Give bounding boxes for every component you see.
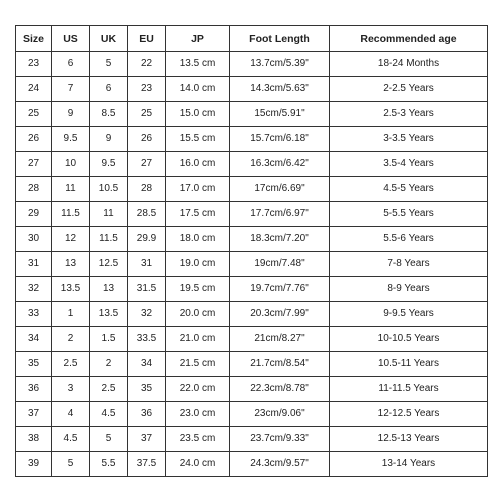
cell-foot-length: 20.3cm/7.99" (230, 302, 330, 327)
table-row (16, 177, 488, 202)
cell-recommended-age: 8-9 Years (330, 277, 488, 302)
cell-eu: 28 (128, 177, 166, 202)
cell-us: 2 (52, 327, 90, 352)
table-row (16, 77, 488, 102)
cell-us: 10 (52, 152, 90, 177)
cell-size: 23 (16, 52, 52, 77)
cell-uk: 1.5 (90, 327, 128, 352)
cell-size: 39 (16, 452, 52, 477)
cell-recommended-age: 11-11.5 Years (330, 377, 488, 402)
cell-size: 30 (16, 227, 52, 252)
header-eu: EU (128, 26, 166, 52)
cell-eu: 26 (128, 127, 166, 152)
cell-us: 13 (52, 252, 90, 277)
cell-uk: 12.5 (90, 252, 128, 277)
cell-uk: 8.5 (90, 102, 128, 127)
cell-uk: 13.5 (90, 302, 128, 327)
cell-eu: 37.5 (128, 452, 166, 477)
cell-us: 3 (52, 377, 90, 402)
cell-eu: 35 (128, 377, 166, 402)
cell-uk: 11.5 (90, 227, 128, 252)
cell-jp: 17.0 cm (166, 177, 230, 202)
cell-uk: 9.5 (90, 152, 128, 177)
cell-us: 13.5 (52, 277, 90, 302)
cell-eu: 33.5 (128, 327, 166, 352)
cell-jp: 13.5 cm (166, 52, 230, 77)
cell-eu: 34 (128, 352, 166, 377)
cell-uk: 13 (90, 277, 128, 302)
table-row (16, 227, 488, 252)
size-chart-table (15, 25, 488, 477)
cell-size: 26 (16, 127, 52, 152)
cell-us: 11 (52, 177, 90, 202)
cell-recommended-age: 2.5-3 Years (330, 102, 488, 127)
header-foot-length: Foot Length (230, 26, 330, 52)
cell-foot-length: 13.7cm/5.39" (230, 52, 330, 77)
cell-eu: 22 (128, 52, 166, 77)
cell-uk: 9 (90, 127, 128, 152)
cell-foot-length: 18.3cm/7.20" (230, 227, 330, 252)
header-size: Size (16, 26, 52, 52)
cell-foot-length: 21.7cm/8.54" (230, 352, 330, 377)
table-row (16, 152, 488, 177)
cell-recommended-age: 4.5-5 Years (330, 177, 488, 202)
cell-foot-length: 15cm/5.91" (230, 102, 330, 127)
cell-jp: 23.5 cm (166, 427, 230, 452)
cell-uk: 5 (90, 427, 128, 452)
cell-size: 24 (16, 77, 52, 102)
cell-recommended-age: 9-9.5 Years (330, 302, 488, 327)
cell-eu: 31 (128, 252, 166, 277)
cell-us: 5 (52, 452, 90, 477)
cell-foot-length: 15.7cm/6.18" (230, 127, 330, 152)
table-row (16, 327, 488, 352)
header-jp: JP (166, 26, 230, 52)
header-us: US (52, 26, 90, 52)
cell-us: 9 (52, 102, 90, 127)
cell-eu: 29.9 (128, 227, 166, 252)
cell-us: 4.5 (52, 427, 90, 452)
cell-size: 37 (16, 402, 52, 427)
table-header-row (16, 26, 488, 52)
cell-recommended-age: 7-8 Years (330, 252, 488, 277)
cell-recommended-age: 5.5-6 Years (330, 227, 488, 252)
cell-jp: 20.0 cm (166, 302, 230, 327)
table-row (16, 377, 488, 402)
cell-uk: 5.5 (90, 452, 128, 477)
cell-recommended-age: 10.5-11 Years (330, 352, 488, 377)
cell-uk: 5 (90, 52, 128, 77)
table-row (16, 252, 488, 277)
cell-recommended-age: 10-10.5 Years (330, 327, 488, 352)
cell-jp: 21.5 cm (166, 352, 230, 377)
cell-foot-length: 17cm/6.69" (230, 177, 330, 202)
cell-size: 31 (16, 252, 52, 277)
cell-foot-length: 23.7cm/9.33" (230, 427, 330, 452)
table-row (16, 452, 488, 477)
cell-foot-length: 23cm/9.06" (230, 402, 330, 427)
cell-recommended-age: 12-12.5 Years (330, 402, 488, 427)
cell-recommended-age: 2-2.5 Years (330, 77, 488, 102)
cell-uk: 4.5 (90, 402, 128, 427)
cell-us: 4 (52, 402, 90, 427)
cell-foot-length: 17.7cm/6.97" (230, 202, 330, 227)
cell-us: 1 (52, 302, 90, 327)
cell-recommended-age: 13-14 Years (330, 452, 488, 477)
cell-size: 25 (16, 102, 52, 127)
cell-size: 38 (16, 427, 52, 452)
cell-jp: 23.0 cm (166, 402, 230, 427)
cell-us: 9.5 (52, 127, 90, 152)
cell-eu: 23 (128, 77, 166, 102)
cell-size: 29 (16, 202, 52, 227)
cell-uk: 11 (90, 202, 128, 227)
cell-size: 28 (16, 177, 52, 202)
cell-jp: 19.0 cm (166, 252, 230, 277)
cell-jp: 16.0 cm (166, 152, 230, 177)
table-row (16, 427, 488, 452)
cell-foot-length: 14.3cm/5.63" (230, 77, 330, 102)
table-row (16, 102, 488, 127)
cell-uk: 10.5 (90, 177, 128, 202)
cell-jp: 17.5 cm (166, 202, 230, 227)
cell-us: 7 (52, 77, 90, 102)
cell-size: 27 (16, 152, 52, 177)
cell-foot-length: 21cm/8.27" (230, 327, 330, 352)
cell-eu: 28.5 (128, 202, 166, 227)
cell-jp: 18.0 cm (166, 227, 230, 252)
cell-uk: 2.5 (90, 377, 128, 402)
cell-jp: 19.5 cm (166, 277, 230, 302)
cell-recommended-age: 5-5.5 Years (330, 202, 488, 227)
cell-size: 36 (16, 377, 52, 402)
cell-jp: 15.0 cm (166, 102, 230, 127)
table-row (16, 302, 488, 327)
cell-foot-length: 24.3cm/9.57" (230, 452, 330, 477)
cell-size: 35 (16, 352, 52, 377)
header-uk: UK (90, 26, 128, 52)
cell-uk: 6 (90, 77, 128, 102)
cell-eu: 37 (128, 427, 166, 452)
cell-jp: 22.0 cm (166, 377, 230, 402)
cell-us: 11.5 (52, 202, 90, 227)
cell-foot-length: 19.7cm/7.76" (230, 277, 330, 302)
cell-foot-length: 19cm/7.48" (230, 252, 330, 277)
cell-jp: 24.0 cm (166, 452, 230, 477)
cell-recommended-age: 3.5-4 Years (330, 152, 488, 177)
table-row (16, 52, 488, 77)
cell-jp: 15.5 cm (166, 127, 230, 152)
cell-recommended-age: 18-24 Months (330, 52, 488, 77)
cell-us: 12 (52, 227, 90, 252)
cell-eu: 27 (128, 152, 166, 177)
table-row (16, 277, 488, 302)
header-recommended-age: Recommended age (330, 26, 488, 52)
cell-uk: 2 (90, 352, 128, 377)
cell-eu: 31.5 (128, 277, 166, 302)
cell-size: 32 (16, 277, 52, 302)
table-row (16, 127, 488, 152)
table-row (16, 352, 488, 377)
cell-jp: 21.0 cm (166, 327, 230, 352)
cell-size: 34 (16, 327, 52, 352)
cell-size: 33 (16, 302, 52, 327)
cell-foot-length: 16.3cm/6.42" (230, 152, 330, 177)
table-row (16, 402, 488, 427)
cell-us: 2.5 (52, 352, 90, 377)
cell-eu: 25 (128, 102, 166, 127)
cell-recommended-age: 12.5-13 Years (330, 427, 488, 452)
table-row (16, 202, 488, 227)
cell-jp: 14.0 cm (166, 77, 230, 102)
table-body (16, 52, 488, 477)
cell-eu: 32 (128, 302, 166, 327)
cell-recommended-age: 3-3.5 Years (330, 127, 488, 152)
cell-eu: 36 (128, 402, 166, 427)
cell-us: 6 (52, 52, 90, 77)
cell-foot-length: 22.3cm/8.78" (230, 377, 330, 402)
